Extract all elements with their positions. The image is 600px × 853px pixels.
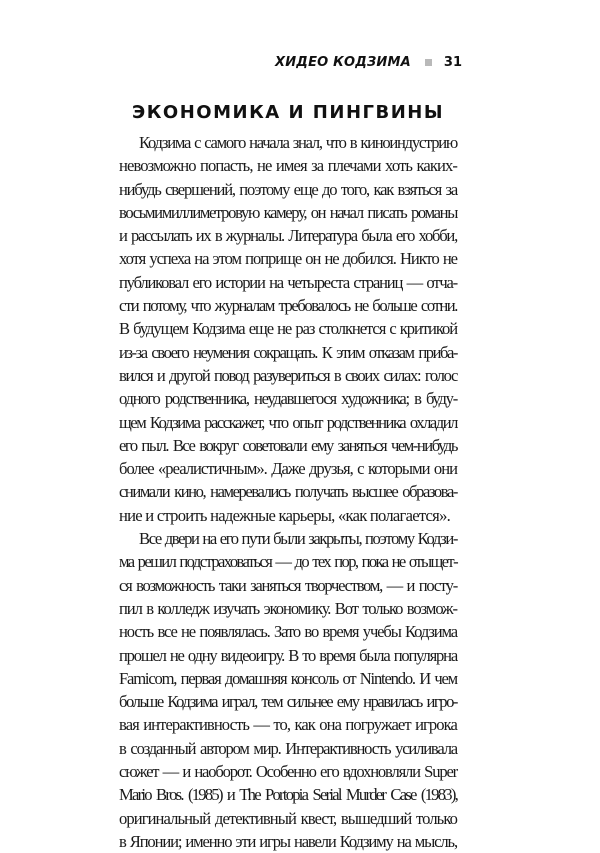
text-line: восьмимиллиметровую камеру, он начал писать романы	[119, 202, 457, 222]
text-line: больше Кодзима играл, тем сильнее ему нравилась игро-	[119, 692, 457, 712]
text-line: сюжет — и наоборот. Особенно его вдохновляли Super	[119, 762, 457, 782]
text-line: пил в колледж изучать экономику. Вот только возмож-	[119, 598, 457, 618]
running-header	[275, 55, 462, 70]
text-line: щем Кодзима расскажет, что опыт родственника охладил	[119, 412, 457, 432]
text-line: хотя успеха на этом поприще он не добился. Никто не	[119, 249, 457, 269]
text-line: невозможно попасть, не имея за плечами хоть каких-	[119, 156, 457, 176]
book-title: ХИДЕО КОДЗИМА	[274, 55, 411, 70]
text-line: в Японии; именно эти игры навели Кодзиму на мысль,	[119, 831, 457, 851]
text-line: и рассылать их в журналы. Литература была его хобби,	[119, 226, 457, 246]
text-line: одного родственника, неудавшегося художника; в буду-	[119, 389, 457, 409]
text-line: ние и строить надежные карьеры, «как полагается».	[119, 505, 451, 525]
text-line: ность все не появлялась. Зато во время учебы Кодзима	[119, 622, 457, 642]
text-line: более «реалистичным». Даже друзья, с которыми они	[119, 459, 457, 479]
text-line: вая интерактивность — то, как она погружает игрока	[119, 715, 457, 735]
text-line: в созданный автором мир. Интерактивность усиливала	[119, 738, 457, 758]
text-line: Все двери на его пути были закрыты, поэтому Кодзи-	[139, 529, 457, 549]
text-line: В будущем Кодзима еще не раз столкнется с критикой	[119, 319, 457, 339]
text-line: Mario Bros. (1985) и The Portopia Serial Murder Case (1983),	[119, 785, 457, 805]
paragraph	[119, 527, 457, 853]
text-line: его пыл. Все вокруг советовали ему заняться чем-нибудь	[119, 435, 457, 455]
text-line: Кодзима с самого начала знал, что в киноиндустрию	[139, 133, 457, 152]
text-line: из-за своего неумения сокращать. К этим отказам приба-	[119, 342, 457, 362]
text-line: ся возможность таки заняться творчеством, — и посту-	[119, 575, 457, 595]
text-line: публиковал его истории на четыреста страниц — отча-	[119, 272, 457, 292]
section-heading: ЭКОНОМИКА И ПИНГВИНЫ	[132, 102, 444, 123]
text-line: нибудь свершений, поэтому еще до того, как взяться за	[119, 179, 457, 199]
text-line: Famicom, первая домашняя консоль от Nintendo. И чем	[119, 668, 457, 688]
text-line: снимали кино, намеревались получать высшее образова-	[119, 482, 457, 502]
text-line: ма решил подстраховаться — до тех пор, пока не отыщет-	[119, 552, 457, 572]
body-text	[119, 131, 457, 853]
page-number: 31	[443, 55, 462, 70]
text-line: сти потому, что журналам требовалось не больше сотни.	[119, 296, 457, 316]
paragraph	[119, 131, 457, 527]
text-line: прошел не одну видеоигру. В то время была популярна	[119, 645, 457, 665]
header-square-ornament	[425, 59, 432, 66]
text-line: вился и другой повод разувериться в своих силах: голос	[119, 365, 457, 385]
text-line: оригинальный детективный квест, вышедший только	[119, 808, 457, 828]
